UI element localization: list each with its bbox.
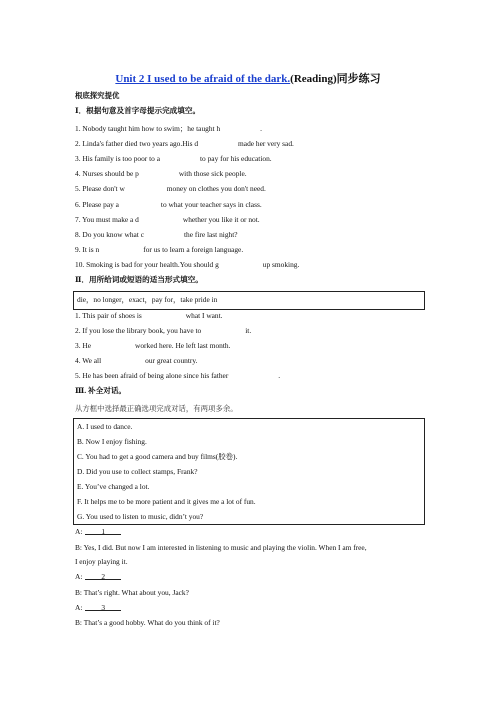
dialogue-line-6 <box>75 603 122 612</box>
s1-item-3 <box>75 154 272 163</box>
s1-item-text: 10. Smoking is bad for your health.You should g <box>75 260 219 269</box>
s1-item-text: made her very sad. <box>238 139 294 148</box>
s2-item-text: 4. We all <box>75 356 102 365</box>
title-link[interactable]: Unit 2 I used to be afraid of the dark. <box>115 73 291 85</box>
dialogue-text: Yes, I did. But now I am interested in listening to music and playing the violin. When I am free, <box>83 543 367 552</box>
s2-item-text: 1. This pair of shoes is <box>75 311 142 320</box>
s1-item-7 <box>75 215 260 224</box>
speaker-label: A: <box>75 603 83 612</box>
s1-item-text: 3. His family is too poor to a <box>75 154 160 163</box>
option-c: C. You had to get a good camera and buy films(胶卷). <box>77 452 238 461</box>
speaker-label: B: <box>75 588 82 597</box>
option-d: D. Did you use to collect stamps, Frank? <box>77 467 198 476</box>
s1-item-8 <box>75 230 238 239</box>
section2-title: Ⅱ．用所给词或短语的适当形式填空。 <box>75 275 203 284</box>
s2-item-4 <box>75 356 197 365</box>
s1-item-text: for us to learn a foreign language. <box>143 245 244 254</box>
s2-item-text: 5. He has been afraid of being alone since his father <box>75 371 229 380</box>
speaker-label: A: <box>75 572 83 581</box>
dialogue-line-3 <box>75 557 128 566</box>
section1-title: Ⅰ．根据句意及首字母提示完成填空。 <box>75 106 201 115</box>
dialogue-line-2 <box>75 543 367 552</box>
option-a: A. I used to dance. <box>77 422 133 431</box>
s1-item-text: 8. Do you know what c <box>75 230 144 239</box>
answer-blank-2[interactable]: 2 <box>85 572 121 580</box>
s2-item-1 <box>75 311 223 320</box>
s1-item-text: to what your teacher says in class. <box>160 200 262 209</box>
dialogue-line-4 <box>75 572 122 581</box>
section3-title: Ⅲ. 补全对话。 <box>75 386 127 395</box>
s1-item-4 <box>75 169 247 178</box>
s1-item-2 <box>75 139 294 148</box>
title-suffix: (Reading)同步练习 <box>290 73 381 85</box>
word-box-text: die，no longer，exact，pay for，take pride in <box>77 295 218 304</box>
s1-item-text: 2. Linda's father died two years ago.His d <box>75 139 199 148</box>
answer-blank-1[interactable]: 1 <box>85 527 121 535</box>
s1-item-text: 4. Nurses should be p <box>75 169 139 178</box>
options-box <box>73 418 425 525</box>
s2-item-text: worked here. He left last month. <box>135 341 231 350</box>
section3-instruction: 从方框中选择最正确选项完成对话，有两项多余。 <box>75 404 238 413</box>
s1-item-text: to pay for his education. <box>200 154 272 163</box>
s1-item-text: with those sick people. <box>178 169 247 178</box>
word-box <box>73 291 425 310</box>
speaker-label: B: <box>75 543 82 552</box>
dialogue-line-5 <box>75 588 189 597</box>
s2-item-text: 3. He <box>75 341 92 350</box>
s1-item-text: 9. It is n <box>75 245 100 254</box>
s1-item-text: . <box>260 124 262 133</box>
dialogue-text: I enjoy playing it. <box>75 557 128 566</box>
s2-item-text: our great country. <box>145 356 198 365</box>
section-heading: 根底探究提优 <box>75 91 120 100</box>
s2-item-text: it. <box>245 326 252 335</box>
s1-item-text: 5. Please don't w <box>75 184 125 193</box>
page-title <box>0 70 496 86</box>
s2-item-text: 2. If you lose the library book, you have to <box>75 326 202 335</box>
option-g: G. You used to listen to music, didn’t you? <box>77 512 204 521</box>
s1-item-9 <box>75 245 243 254</box>
answer-blank-3[interactable]: 3 <box>85 603 121 611</box>
dialogue-text: That’s right. What about you, Jack? <box>83 588 189 597</box>
s1-item-text: the fire last night? <box>183 230 238 239</box>
s2-item-3 <box>75 341 230 350</box>
s1-item-5 <box>75 184 266 193</box>
s1-item-text: 1. Nobody taught him how to swim；he taught h <box>75 124 221 133</box>
option-e: E. You’ve changed a lot. <box>77 482 150 491</box>
s2-item-text: what I want. <box>185 311 223 320</box>
s1-item-text: up smoking. <box>262 260 300 269</box>
option-b: B. Now I enjoy fishing. <box>77 437 147 446</box>
dialogue-text: That’s a good hobby. What do you think of it? <box>83 618 220 627</box>
option-f: F. It helps me to be more patient and it gives me a lot of fun. <box>77 497 256 506</box>
s1-item-6 <box>75 200 262 209</box>
s1-item-text: 6. Please pay a <box>75 200 119 209</box>
s2-item-2 <box>75 326 251 335</box>
s1-item-text: money on clothes you don't need. <box>166 184 266 193</box>
s1-item-1 <box>75 124 262 133</box>
s2-item-5 <box>75 371 280 380</box>
s2-item-text: . <box>278 371 281 380</box>
speaker-label: A: <box>75 527 83 536</box>
speaker-label: B: <box>75 618 82 627</box>
s1-item-text: whether you like it or not. <box>182 215 260 224</box>
s1-item-10 <box>75 260 299 269</box>
dialogue-line-1 <box>75 527 122 536</box>
s1-item-text: 7. You must make a d <box>75 215 139 224</box>
dialogue-line-7 <box>75 618 220 627</box>
